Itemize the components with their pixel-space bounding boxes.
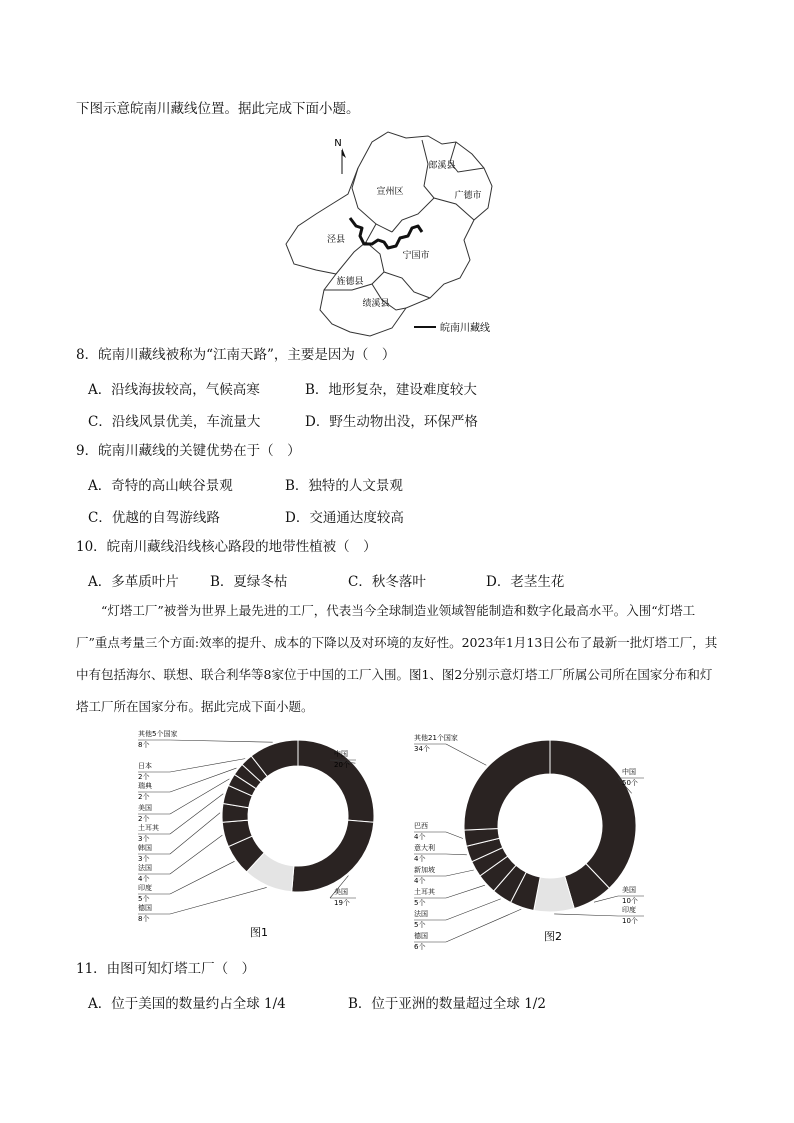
svg-text:N: N (334, 138, 342, 149)
route-line (350, 218, 422, 248)
slice-value-label: 5个 (414, 899, 426, 907)
q9-option-d[interactable]: D．交通通达度较高 (285, 510, 404, 526)
q11-option-b[interactable]: B．位于亚洲的数量超过全球 1/2 (348, 996, 546, 1012)
slice-value-label: 6个 (414, 943, 426, 951)
slice-value-label: 5个 (138, 895, 150, 903)
slice-label: 日本 (138, 762, 152, 770)
slice-value-label: 10个 (622, 897, 638, 905)
leader-line (446, 885, 485, 898)
legend-label: 皖南川藏线 (440, 323, 490, 334)
leader-line (170, 813, 220, 854)
chart-title: 图2 (544, 930, 562, 943)
label-ningguo: 宁国市 (402, 251, 430, 261)
leader-line (446, 744, 486, 765)
label-jingde: 旌德县 (336, 277, 364, 287)
slice-value-label: 10个 (622, 917, 638, 925)
slice-value-label: 4个 (414, 833, 426, 841)
slice-label: 德国 (414, 932, 428, 940)
slice-label: 法国 (414, 910, 428, 918)
leader-line (446, 870, 474, 876)
q10-option-d[interactable]: D．老茎生花 (486, 574, 565, 590)
slice-value-label: 2个 (138, 815, 150, 823)
slice-value-label: 4个 (414, 877, 426, 885)
leader-line (554, 914, 618, 916)
leader-line (170, 861, 235, 894)
slice-label: 美国 (138, 804, 152, 812)
slice-value-label: 4个 (138, 875, 150, 883)
q9-option-b[interactable]: B．独特的人文景观 (285, 478, 403, 494)
slice-label: 其他21个国家 (414, 734, 458, 742)
leader-line (170, 740, 273, 742)
slice-value-label: 34个 (414, 745, 430, 753)
leader-line (170, 779, 229, 814)
slice-label: 土耳其 (138, 824, 159, 832)
leader-line (170, 887, 267, 914)
chart-fig1 (138, 726, 370, 946)
slice-value-label: 20个 (334, 761, 350, 769)
chart-title: 图1 (250, 926, 268, 939)
leader-line (446, 899, 501, 920)
q9-stem: 9．皖南川藏线的关键优势在于（ ） (76, 443, 301, 459)
slice-label: 新加坡 (414, 866, 435, 874)
label-jingxian: 泾县 (326, 235, 346, 245)
slice-label: 瑞典 (138, 782, 152, 790)
slice-value-label: 50个 (622, 779, 638, 787)
q10-stem: 10．皖南川藏线沿线核心路段的地带性植被（ ） (76, 539, 377, 555)
q8-stem: 8．皖南川藏线被称为“江南天路”，主要是因为（ ） (76, 347, 396, 363)
q10-option-a[interactable]: A．多革质叶片 (88, 574, 179, 590)
slice-label: 其他5个国家 (138, 730, 178, 738)
slice-label: 德国 (138, 904, 152, 912)
leader-line (170, 759, 245, 772)
north-arrow-icon (334, 138, 346, 174)
q8-option-d[interactable]: D．野生动物出没，环保严格 (305, 414, 478, 430)
leader-line (170, 835, 222, 874)
intro-text-1: 下图示意皖南川藏线位置。据此完成下面小题。 (76, 101, 360, 117)
label-guangde: 广德市 (454, 191, 482, 201)
slice-value-label: 4个 (414, 855, 426, 863)
q8-option-b[interactable]: B．地形复杂，建设难度较大 (305, 382, 477, 398)
slice-value-label: 5个 (414, 921, 426, 929)
leader-line (446, 832, 463, 839)
slice-label: 中国 (622, 768, 636, 776)
donut-slice (464, 740, 550, 830)
slice-label: 中国 (334, 750, 348, 758)
leader-line (446, 854, 467, 855)
leader-line (170, 768, 236, 792)
leader-line (170, 794, 223, 834)
slice-label: 韩国 (138, 844, 152, 852)
slice-value-label: 19个 (334, 899, 350, 907)
q11-option-a[interactable]: A．位于美国的数量约占全球 1/4 (88, 996, 286, 1012)
slice-label: 印度 (622, 906, 636, 914)
q8-option-a[interactable]: A．沿线海拔较高，气候高寒 (88, 382, 260, 398)
slice-label: 印度 (138, 884, 152, 892)
label-xuanzhou: 宣州区 (376, 187, 404, 197)
chart-fig2 (414, 726, 656, 951)
slice-value-label: 3个 (138, 835, 150, 843)
slice-label: 法国 (138, 864, 152, 872)
donut-slice (550, 740, 636, 888)
q11-stem: 11．由图可知灯塔工厂（ ） (76, 961, 256, 977)
donut-slice (292, 820, 374, 892)
q8-option-c[interactable]: C．沿线风景优美，车流量大 (88, 414, 261, 430)
slice-label: 意大利 (414, 844, 435, 852)
slice-value-label: 3个 (138, 855, 150, 863)
slice-value-label: 8个 (138, 915, 150, 923)
slice-value-label: 8个 (138, 741, 150, 749)
q9-option-a[interactable]: A．奇特的高山峡谷景观 (88, 478, 233, 494)
slice-label: 巴西 (414, 822, 428, 830)
leader-line (446, 909, 521, 942)
slice-value-label: 2个 (138, 773, 150, 781)
q9-option-c[interactable]: C．优越的自驾游线路 (88, 510, 220, 526)
intro-text-2: “灯塔工厂”被誉为世界上最先进的工厂，代表当今全球制造业领域智能制造和数字化最高水平。入围“灯塔工厂”重点考量三个方面:效率的提升、成本的下降以及对环境的友好性。2023年1月13日公布了最新一批灯塔工厂，其中有包括海尔、联想、联合利华等8家位于中国的工厂入围。图1、图2分别示意灯塔工厂所属公司所在国家分布和灯塔工厂所在国家分布。据此完成下面小题。 (76, 603, 718, 714)
slice-label: 土耳其 (414, 888, 435, 896)
slice-label: 美国 (622, 886, 636, 894)
q10-option-b[interactable]: B．夏绿冬枯 (210, 574, 288, 590)
route-map (280, 128, 520, 346)
slice-label: 美国 (334, 888, 348, 896)
label-langxi: 郎溪县 (428, 161, 456, 171)
slice-value-label: 2个 (138, 793, 150, 801)
label-jixi: 绩溪县 (362, 299, 390, 309)
q10-option-c[interactable]: C．秋冬落叶 (348, 574, 426, 590)
